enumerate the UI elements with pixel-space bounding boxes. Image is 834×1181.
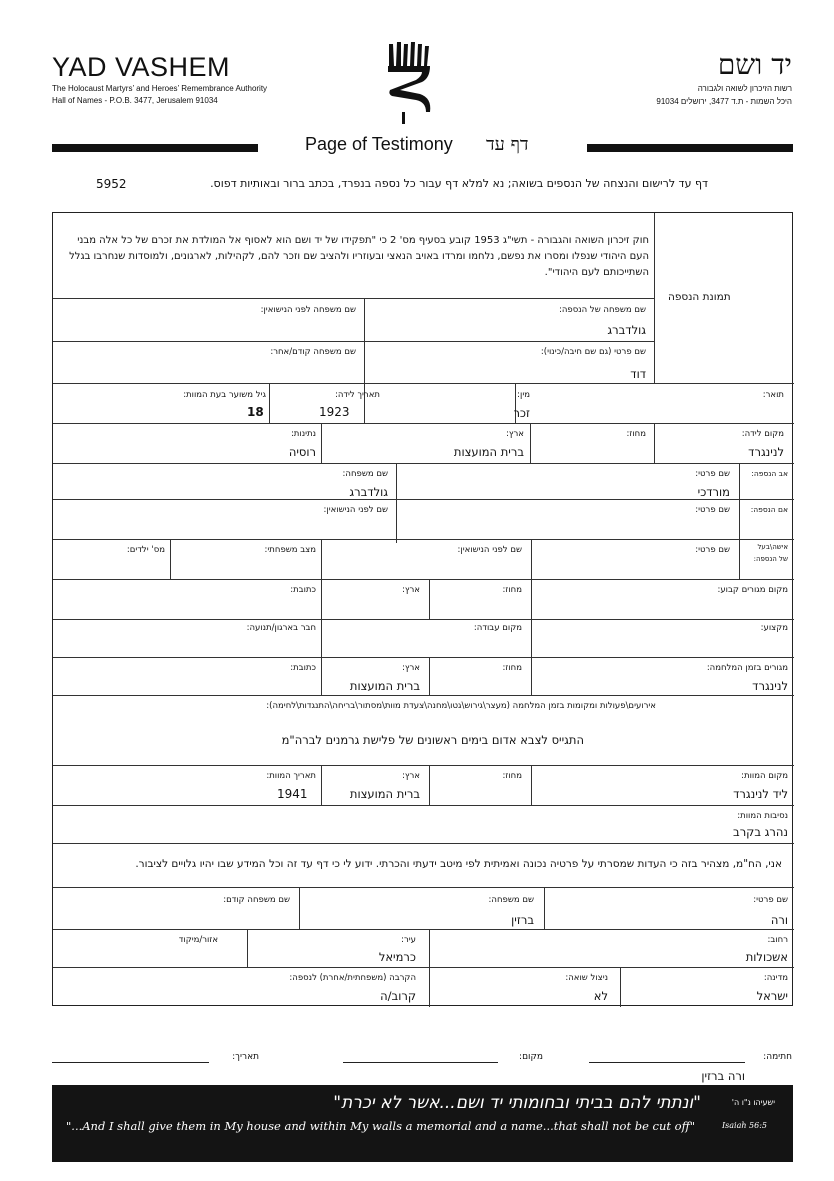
- submitter-family-name[interactable]: ברזין: [511, 913, 534, 927]
- birth-date-label: תאריך לידה:: [334, 390, 380, 400]
- footer-banner: [52, 1085, 793, 1162]
- form-number: 5952: [96, 177, 127, 191]
- residence-address-label: כתובת:: [290, 585, 316, 595]
- org-subtitle-en: The Holocaust Martyrs’ and Heroes’ Remembrance Authority: [52, 84, 268, 93]
- gender-value[interactable]: זכר: [513, 406, 530, 420]
- footer-quote-he: "ונתתי להם בביתי ובחומותי יד ושם...אשר לא יכרת": [333, 1093, 701, 1113]
- workplace-label: מקום עבודה:: [473, 623, 522, 633]
- organization-label: חבר בארגון/תנועה:: [246, 623, 316, 633]
- relation-label: הקרבה (משפחתית/אחרת) לנספה:: [289, 973, 416, 983]
- yad-vashem-logo: [386, 42, 436, 124]
- footer-source-en: Isaiah 56:5: [722, 1121, 768, 1130]
- wartime-place-label: מגורים בזמן המלחמה:: [706, 663, 788, 673]
- profession-label: מקצוע:: [760, 623, 788, 633]
- children-count-label: מס' ילדים:: [126, 545, 165, 555]
- mother-row-label: אם הנספה:: [750, 505, 788, 514]
- residence-label: מקום מגורים קבוע:: [717, 585, 788, 595]
- maiden-name-label: שם משפחה לפני הנישואין:: [260, 305, 356, 315]
- declaration-text: אני, הח"מ, מצהיר בזה כי העדות שמסרתי על פרטיה נכונה ואמיתית לפי מיטב ידעתי והכרתי. ידוע לי כי דף עד זה וכל המידע שבו יהיו גלויים לציבור.: [135, 858, 782, 870]
- death-place-value[interactable]: ליד לנינגרד: [733, 787, 788, 801]
- wartime-place-value[interactable]: לנינגרד: [752, 679, 788, 693]
- org-address-he: היכל השמות - ת.ד 3477, ירושלים 91034: [656, 97, 792, 106]
- wartime-country-value[interactable]: ברית המועצות: [349, 679, 420, 693]
- prev-family-name-label: שם משפחה קודם/אחר:: [270, 347, 356, 357]
- spouse-maiden-label: שם לפני הנישואין:: [457, 545, 522, 555]
- death-district-label: מחוז:: [502, 771, 522, 781]
- mother-maiden-label: שם לפני הנישואין:: [323, 505, 388, 515]
- birth-place-value[interactable]: לנינגרד: [748, 445, 784, 459]
- submitter-prev-name-label: שם משפחה קודם:: [223, 895, 290, 905]
- death-place-label: מקום המוות:: [741, 771, 788, 781]
- gender-label: מין:: [517, 390, 530, 400]
- birth-place-label: מקום לידה:: [741, 429, 784, 439]
- page-title-he: דף עד: [486, 134, 529, 155]
- sign-date-label: תאריך:: [232, 1052, 259, 1062]
- wartime-country-label: ארץ:: [402, 663, 420, 673]
- sign-place-line[interactable]: [343, 1062, 498, 1063]
- testimony-form: [52, 212, 793, 1006]
- death-date-label: תאריך המוות:: [266, 771, 316, 781]
- submitter-zip-label: אזור/מיקוד: [178, 935, 218, 945]
- father-first-name[interactable]: מורדכי: [697, 485, 730, 499]
- org-address-en: Hall of Names - P.O.B. 3477, Jerusalem 91034: [52, 96, 218, 105]
- victim-first-name[interactable]: דוד: [630, 367, 646, 381]
- page-title-en: Page of Testimony: [305, 134, 453, 154]
- org-name-en: YAD VASHEM: [52, 52, 231, 82]
- birth-country-value[interactable]: ברית המועצות: [453, 445, 524, 459]
- submitter-city-label: עיר:: [401, 935, 416, 945]
- org-name-he: יד ושם: [717, 48, 792, 81]
- submitter-country-label: מדינה:: [763, 973, 788, 983]
- death-date-value[interactable]: 1941: [277, 787, 308, 801]
- age-value[interactable]: 18: [247, 405, 264, 419]
- submitter-first-name-label: שם פרטי:: [753, 895, 788, 905]
- org-subtitle-he: רשות הזיכרון לשואה ולגבורה: [697, 84, 792, 93]
- death-country-label: ארץ:: [402, 771, 420, 781]
- sign-date-line[interactable]: [52, 1062, 209, 1063]
- survivor-value[interactable]: לא: [593, 989, 608, 1003]
- father-row-label: אב הנספה:: [751, 469, 788, 478]
- death-circumstances-value[interactable]: נהרג בקרב: [733, 825, 788, 839]
- victim-family-name[interactable]: גולדברג: [607, 323, 646, 337]
- submitter-city[interactable]: כרמיאל: [378, 950, 416, 964]
- survivor-label: ניצול שואה:: [565, 973, 608, 983]
- signature-line[interactable]: [589, 1062, 745, 1063]
- header-bar-right: [587, 144, 793, 152]
- submitter-street[interactable]: אשכולות: [745, 950, 788, 964]
- wartime-events-label: אירועים\פעולות ומקומות בזמן המלחמה (מעצר\גירוש\גטו\מחנה\צעדת מוות\מסתור\בריחה\התנגדות\לחימה):: [266, 701, 656, 711]
- submitter-first-name[interactable]: ורה: [770, 913, 788, 927]
- father-family-name-label: שם משפחה:: [342, 469, 388, 479]
- instructions: דף עד לרישום והנצחה של הנספים בשואה; נא למלא דף עבור כל נספה בנפרד, בכתב ברור ובאותיות דפוס.: [210, 177, 708, 190]
- spouse-first-name-label: שם פרטי:: [695, 545, 730, 555]
- mother-first-name-label: שם פרטי:: [695, 505, 730, 515]
- death-circumstances-label: נסיבות המוות:: [737, 811, 788, 821]
- wartime-district-label: מחוז:: [502, 663, 522, 673]
- header-bar-left: [52, 144, 258, 152]
- footer-source-he: ישעיהו נ"ו ה': [731, 1098, 775, 1107]
- father-family-name[interactable]: גולדברג: [349, 485, 388, 499]
- spouse-row-label-1: אישה\בעל: [757, 543, 788, 551]
- nationality-label: נתינות:: [290, 429, 316, 439]
- death-country-value[interactable]: ברית המועצות: [349, 787, 420, 801]
- footer-quote-en: "...And I shall give them in My house and within My walls a memorial and a name...that shall not be cut off": [66, 1119, 696, 1133]
- spouse-row-label-2: של הנספה:: [753, 555, 788, 563]
- photo-label: תמונת הנספה: [668, 291, 731, 303]
- relation-value[interactable]: קרוב/ה: [380, 989, 416, 1003]
- sign-place-label: מקום:: [519, 1052, 543, 1062]
- birth-district-label: מחוז:: [626, 429, 646, 439]
- title-label: תואר:: [762, 390, 784, 400]
- nationality-value[interactable]: רוסיה: [288, 445, 316, 459]
- wartime-events-value[interactable]: התגייס לצבא אדום בימים ראשונים של פלישת גרמנים לברה"מ: [281, 733, 584, 747]
- birth-country-label: ארץ:: [506, 429, 524, 439]
- submitter-family-name-label: שם משפחה:: [488, 895, 534, 905]
- father-first-name-label: שם פרטי:: [695, 469, 730, 479]
- residence-country-label: ארץ:: [402, 585, 420, 595]
- submitter-street-label: רחוב:: [767, 935, 788, 945]
- age-label: גיל משוער בעת המוות:: [183, 390, 266, 400]
- residence-district-label: מחוז:: [502, 585, 522, 595]
- victim-family-name-label: שם משפחה של הנספה:: [558, 305, 646, 315]
- birth-date-value[interactable]: 1923: [319, 405, 350, 419]
- victim-first-name-label: שם פרטי (גם שם חיבה/כינוי):: [540, 347, 646, 357]
- signer-name: ורה ברזין: [701, 1069, 745, 1083]
- signature-label: חתימה:: [763, 1052, 792, 1062]
- submitter-country[interactable]: ישראל: [756, 989, 788, 1003]
- law-text: חוק זיכרון השואה והגבורה - תשי"ג 1953 קובע בסעיף מס' 2 כי "תפקידו של יד ושם הוא לאסוף אל המולדת את זכרם של כל אלה מבני העם היהודי שנפלו ומסרו את נפשם, נלחמו ומרדו באויב הנאצי ובעוזריו ולהציב שם וזכר להם, לקהילות, לארגונים, ולמוסדות שנחרבו בגלל השתייכותם לעם היהודי".: [69, 235, 649, 278]
- wartime-address-label: כתובת:: [290, 663, 316, 673]
- marital-status-label: מצב משפחתי:: [264, 545, 316, 555]
